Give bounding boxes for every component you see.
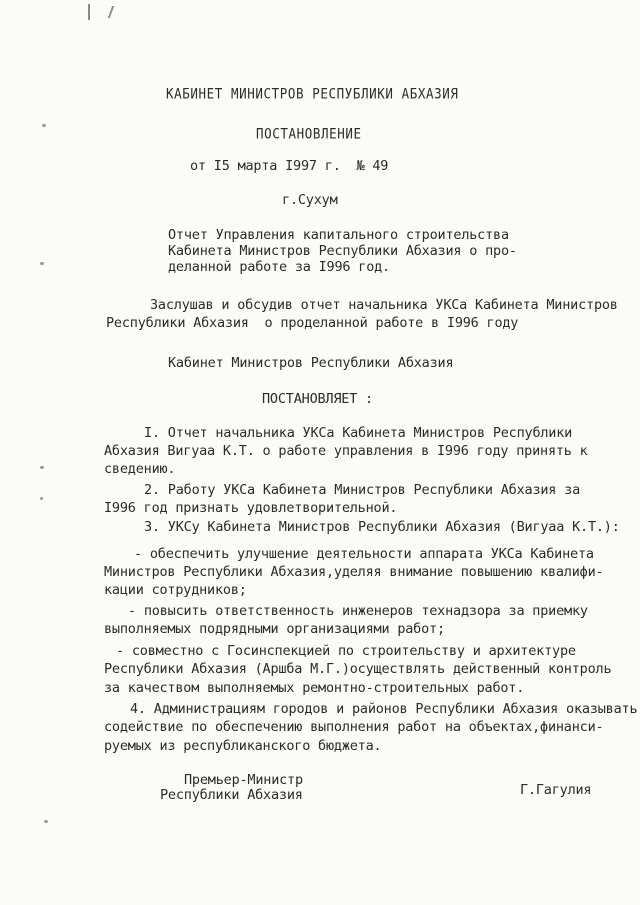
scan-speck: [40, 466, 44, 469]
scan-speck: [44, 820, 48, 823]
body-line: - обеспечить улучшение деятельности аппарата УКСа Кабинета: [134, 546, 594, 562]
document-title-line: Кабинета Министров Республики Абхазия о про-: [168, 243, 517, 259]
document-city: г.Сухум: [282, 192, 338, 208]
intro-line: Заслушав и обсудив отчет начальника УКСа Кабинета Министров: [150, 297, 618, 313]
body-line: руемых из республиканского бюджета.: [104, 738, 382, 754]
body-line: I996 год признать удовлетворительной.: [104, 500, 398, 516]
body-line: сведению.: [104, 461, 176, 477]
body-line: - повысить ответственность инженеров технадзора за приемку: [128, 603, 588, 619]
document-title-line: деланной работе за I996 год.: [168, 259, 390, 275]
body-line: I. Отчет начальника УКСа Кабинета Министров Республики: [144, 425, 573, 441]
scan-speck: [42, 124, 46, 127]
body-line: за качеством выполняемых ремонтно-строительных работ.: [104, 680, 525, 696]
document-header: КАБИНЕТ МИНИСТРОВ РЕСПУБЛИКИ АБХАЗИЯ: [166, 84, 459, 103]
body-line: выполняемых подрядными организациями работ;: [104, 621, 445, 637]
document-type: ПОСТАНОВЛЕНИЕ: [256, 124, 362, 143]
scan-speck: [40, 497, 43, 500]
intro-line: Республики Абхазия о проделанной работе в I996 году: [106, 315, 519, 331]
signature-position: Республики Абхазия: [160, 787, 303, 803]
body-line: содействие по обеспечению выполнения работ на объектах,финанси-: [104, 719, 604, 735]
scan-speck: [40, 262, 44, 265]
body-line: - совместно с Госинспекцией по строительству и архитектуре: [116, 643, 576, 659]
signature-position: Премьер-Министр: [184, 772, 303, 788]
body-name: Кабинет Министров Республики Абхазия: [168, 355, 454, 371]
body-line: 4. Администрациям городов и районов Республики Абхазия оказывать: [130, 701, 638, 717]
document-date-number: от I5 марта I997 г. № 49: [190, 158, 389, 174]
resolves-heading: ПОСТАНОВЛЯЕТ :: [262, 391, 373, 407]
body-line: Республики Абхазия (Аршба М.Г.)осуществлять действенный контроль: [104, 661, 612, 677]
body-line: кации сотрудников;: [104, 582, 247, 598]
signature-name: Г.Гагулия: [520, 782, 592, 798]
scan-mark-icon: [88, 4, 128, 22]
body-line: Абхазия Вигуаа К.Т. о работе управления в I996 году принять к: [104, 443, 588, 459]
body-line: 2. Работу УКСа Кабинета Министров Республики Абхазия за: [144, 482, 581, 498]
body-line: 3. УКСу Кабинета Министров Республики Абхазия (Вигуаа К.Т.):: [144, 519, 620, 535]
body-line: Министров Республики Абхазия,уделяя внимание повышению квалифи-: [104, 564, 604, 580]
document-title-line: Отчет Управления капитального строительства: [168, 227, 509, 243]
